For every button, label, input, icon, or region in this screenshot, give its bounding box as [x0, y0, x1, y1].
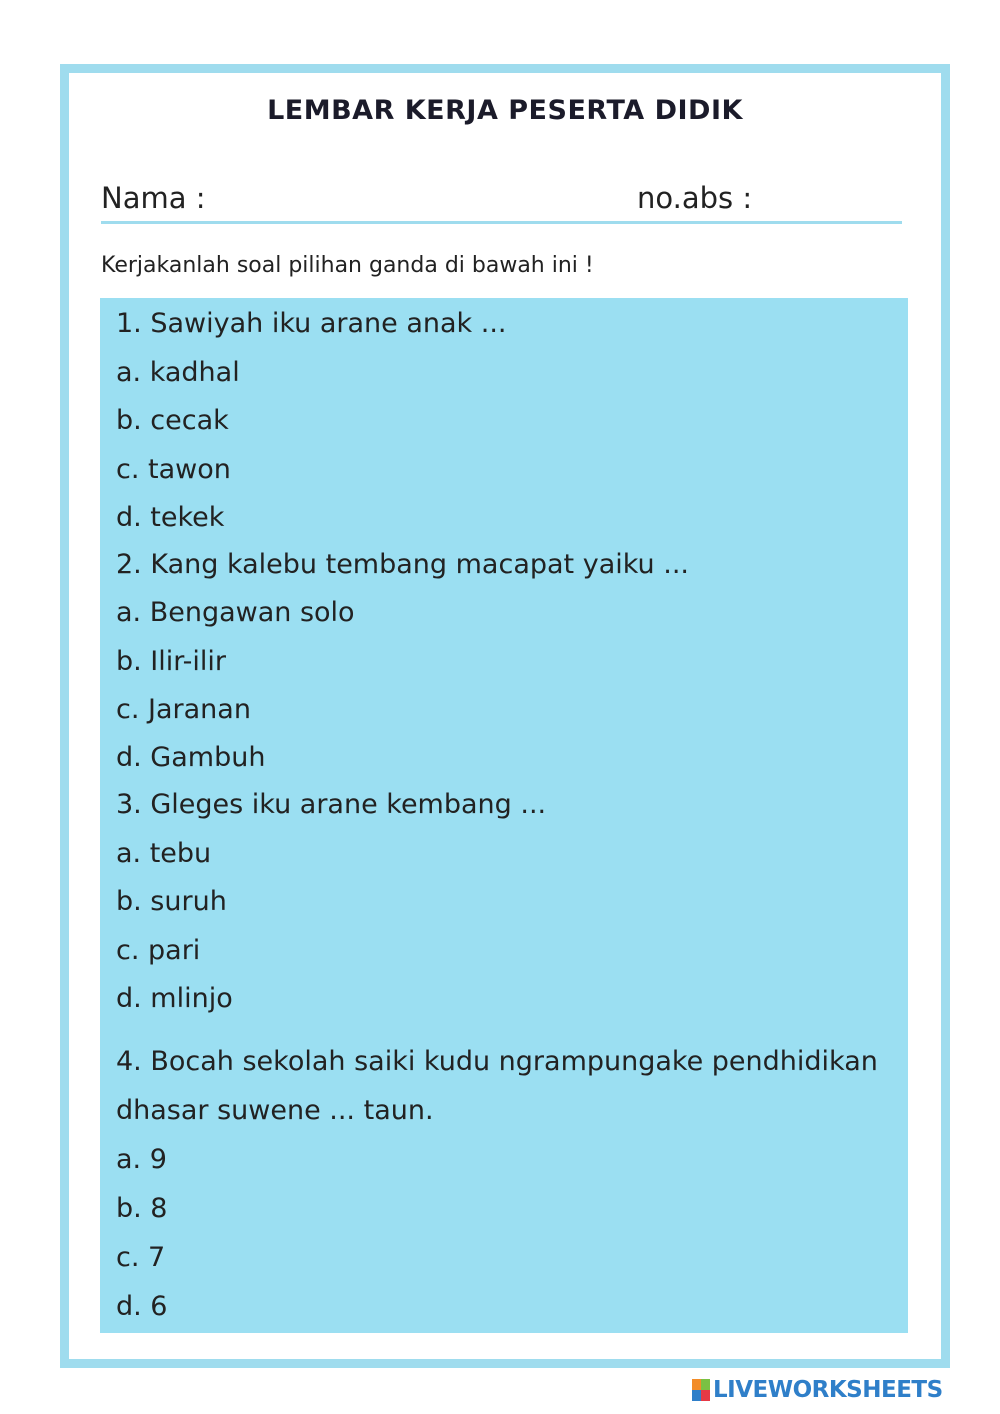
question-3-option-d[interactable]: d. mlinjo	[116, 983, 233, 1014]
question-4-option-c[interactable]: c. 7	[116, 1242, 166, 1273]
question-4-option-b[interactable]: b. 8	[116, 1193, 168, 1224]
question-4-option-d[interactable]: d. 6	[116, 1291, 168, 1322]
question-3-option-a[interactable]: a. tebu	[116, 838, 212, 869]
question-3-option-b[interactable]: b. suruh	[116, 886, 227, 917]
absence-number-label: no.abs :	[637, 181, 753, 215]
name-field-underline	[101, 221, 902, 224]
question-1-option-b[interactable]: b. cecak	[116, 405, 229, 436]
question-4: 4. Bocah sekolah saiki kudu ngrampungake pendhidikan	[116, 1046, 878, 1077]
question-2-option-a[interactable]: a. Bengawan solo	[116, 597, 355, 628]
question-2-option-c[interactable]: c. Jaranan	[116, 694, 251, 725]
brand-name: LIVEWORKSHEETS	[713, 1377, 943, 1403]
question-1: 1. Sawiyah iku arane anak ...	[116, 308, 507, 339]
liveworksheets-logo-icon	[692, 1379, 710, 1401]
question-2-option-d[interactable]: d. Gambuh	[116, 742, 266, 773]
question-1-option-c[interactable]: c. tawon	[116, 454, 231, 485]
question-3: 3. Gleges iku arane kembang ...	[116, 789, 547, 820]
question-2: 2. Kang kalebu tembang macapat yaiku ...	[116, 549, 689, 580]
question-1-option-d[interactable]: d. tekek	[116, 502, 225, 533]
question-2-option-b[interactable]: b. Ilir-ilir	[116, 646, 226, 677]
question-4-option-a[interactable]: a. 9	[116, 1144, 167, 1175]
worksheet-title: LEMBAR KERJA PESERTA DIDIK	[267, 95, 743, 126]
question-4-continued: dhasar suwene ... taun.	[116, 1095, 434, 1126]
question-1-option-a[interactable]: a. kadhal	[116, 357, 240, 388]
question-box	[100, 298, 908, 1333]
worksheet-frame	[60, 64, 950, 1368]
question-3-option-c[interactable]: c. pari	[116, 935, 201, 966]
name-label: Nama :	[101, 181, 206, 215]
instruction-text: Kerjakanlah soal pilihan ganda di bawah ini !	[101, 253, 594, 278]
liveworksheets-brand	[692, 1376, 943, 1404]
